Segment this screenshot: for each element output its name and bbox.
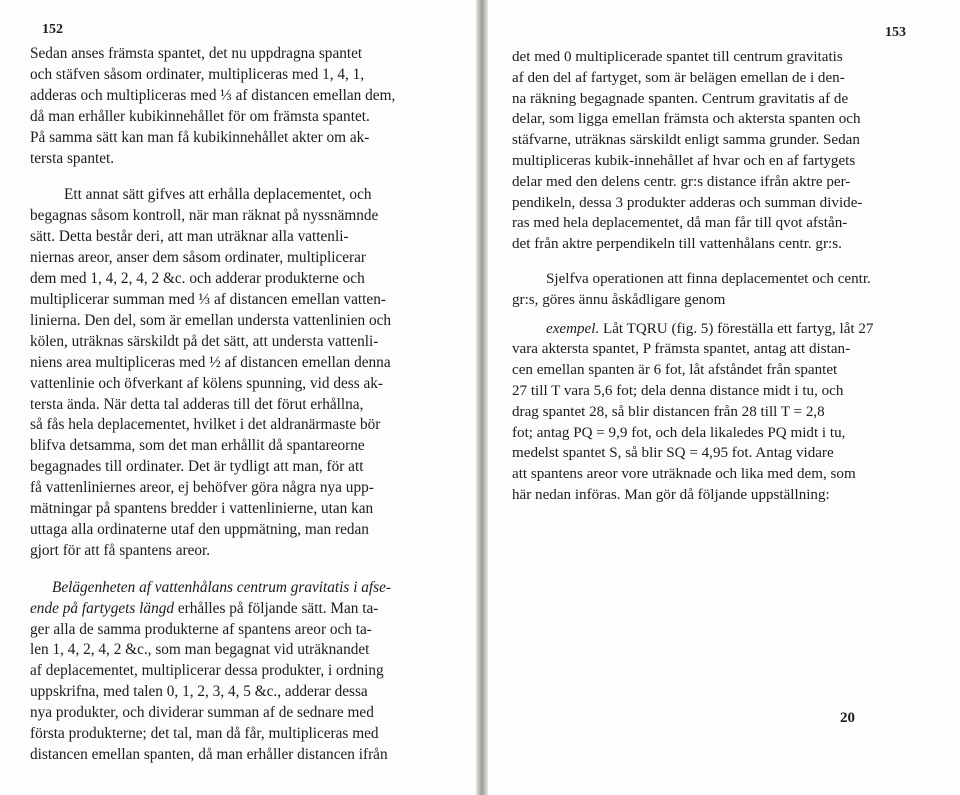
text-line: uttaga alla ordinaterne utaf den uppmätning, man redan [30,520,369,538]
text-line: fot; antag PQ = 9,9 fot, och dela likaledes PQ midt i tu, [512,424,846,441]
text-line: multiplicerar summan med ⅓ af distancen emellan vatten- [30,290,386,308]
text-line: drag spantet 28, så blir distancen från 28 till T = 2,8 [512,403,825,420]
text-line: af deplacementet, multiplicerar dessa produkter, i ordning [30,662,384,680]
text-line: adderas och multipliceras med ⅓ af distancen emellan dem, [30,86,396,104]
text-line: blifva detsamma, som det man erhållit då spantareorne [30,437,365,455]
text-line: kölen, uträknas särskildt på det sätt, att understa vattenli- [30,332,379,350]
paragraph-center-of-buoyancy [30,578,454,766]
text-line: medelst spantet S, så blir SQ = 4,95 fot. Antag vidare [512,445,834,462]
text-line: gr:s, göres ännu åskådligare genom [512,291,726,308]
text-line: na räkning begagnade spanten. Centrum gravitatis af de [512,90,849,107]
text-line: ger alla de samma produkterne af spantens areor och ta- [30,620,372,638]
text-line: då man erhåller kubikinnehållet för om främsta spantet. [30,107,370,125]
text-line: delar, som ligga emellan främsta och aktersta spanten och [512,111,861,128]
text-line: tersta spantet. [30,149,115,167]
text-line: linierna. Den del, som är emellan understa vattenlinien och [30,311,392,329]
text-line [512,319,908,340]
text-line: På samma sätt kan man få kubikinnehållet akter om ak- [30,128,370,146]
text-line: cen emellan spanten är 6 fot, låt afståndet från spantet [512,362,838,379]
text-line: len 1, 4, 2, 4, 2 &c., som man begagnat vid uträknandet [30,641,370,659]
paragraph-center-of-gravity [512,47,908,255]
text-line: ras med hela deplacementet, då man får till qvot afstån- [512,215,848,232]
paragraph-lines [30,620,454,766]
paragraph-alternative-method [30,185,454,561]
text-line: att spantens areor vore uträknade och lika med dem, som [512,466,856,483]
text-line: första produkterne; det tal, man då får, multipliceras med [30,725,379,743]
text-line: få vattenliniernes areor, ej behöfver göra några nya upp- [30,479,374,497]
book-gutter [476,0,488,795]
italic-phrase: exempel. [546,320,600,337]
text-line: distancen emellan spanten, då man erhåller distancen ifrån [30,746,388,763]
text-line: vattenlinie och öfverkant af kölens spunning, vid dess ak- [30,374,384,392]
paragraph-operation [512,269,908,311]
text-line: det med 0 multiplicerade spantet till centrum gravitatis [512,49,843,65]
page-number-right: 153 [885,25,906,40]
text-line: det från aktre perpendikeln till vattenhålans centr. gr:s. [512,236,842,253]
text-line: tersta ända. När detta tal adderas till det förut erhållna, [30,395,364,413]
italic-phrase: ende på fartygets längd [30,599,175,617]
folio-marker: 20 [840,710,855,726]
text-line: dem med 1, 4, 2, 4, 2 &c. och adderar produkterne och [30,270,365,288]
paragraph-forward-volume [30,44,454,169]
text-line: Ett annat sätt gifves att erhålla deplacementet, och [64,186,372,204]
text-phrase: erhålles på följande sätt. Man ta- [174,599,379,617]
text-line: begagnades till ordinater. Det är tydligt att man, för att [30,458,364,476]
text-line: Sedan anses främsta spantet, det nu uppdragna spantet [30,45,363,62]
text-line: vara aktersta spantet, P främsta spantet, antag att distan- [512,341,851,358]
text-line: 27 till T vara 5,6 fot; dela denna distance midt i tu, och [512,382,844,399]
paragraph-lines [512,339,908,505]
text-line: och stäfven såsom ordinater, multipliceras med 1, 4, 1, [30,65,365,83]
right-page [488,0,960,795]
text-line: multipliceras kubik-innehållet af hvar och en af fartygets [512,152,856,169]
page-number-left: 152 [42,22,63,37]
left-page [0,0,476,795]
text-line: mätningar på spantens bredder i vattenlinierne, utan kan [30,500,374,518]
text-line: niernas areor, anser dem såsom ordinater, multiplicerar [30,249,367,267]
text-line: delar med den delens centr. gr:s distance ifrån aktre per- [512,173,851,190]
text-phrase: Låt TQRU (fig. 5) föreställa ett fartyg, låt 27 [599,320,874,337]
text-line [30,599,454,620]
text-line: nya produkter, och dividerar summan af de sednare med [30,704,374,722]
section-heading-line: Belägenheten af vattenhålans centrum gravitatis i afse- [52,578,392,596]
paragraph-example [512,319,908,506]
text-line: af den del af fartyget, som är belägen emellan de i den- [512,69,845,86]
text-line: så fås hela deplacementet, hvilket i det aldranärmaste bör [30,416,381,434]
text-line: begagnas såsom kontroll, när man räknat på nyssnämnde [30,207,379,225]
text-line: niens area multipliceras med ½ af distancen emellan denna [30,353,391,371]
text-line: pendikeln, dessa 3 produkter adderas och summan divide- [512,194,863,211]
text-line: gjort för att få spantens areor. [30,541,211,559]
text-line: stäfvarne, uträknas särskildt enligt samma grunder. Sedan [512,132,860,149]
text-line: uppskrifna, med talen 0, 1, 2, 3, 4, 5 &c., adderar dessa [30,683,368,701]
text-line: sätt. Detta består deri, att man uträknar alla vattenli- [30,228,349,246]
text-line: här nedan införas. Man gör då följande uppställning: [512,486,830,503]
text-line: Sjelfva operationen att finna deplacementet och centr. [546,270,871,287]
